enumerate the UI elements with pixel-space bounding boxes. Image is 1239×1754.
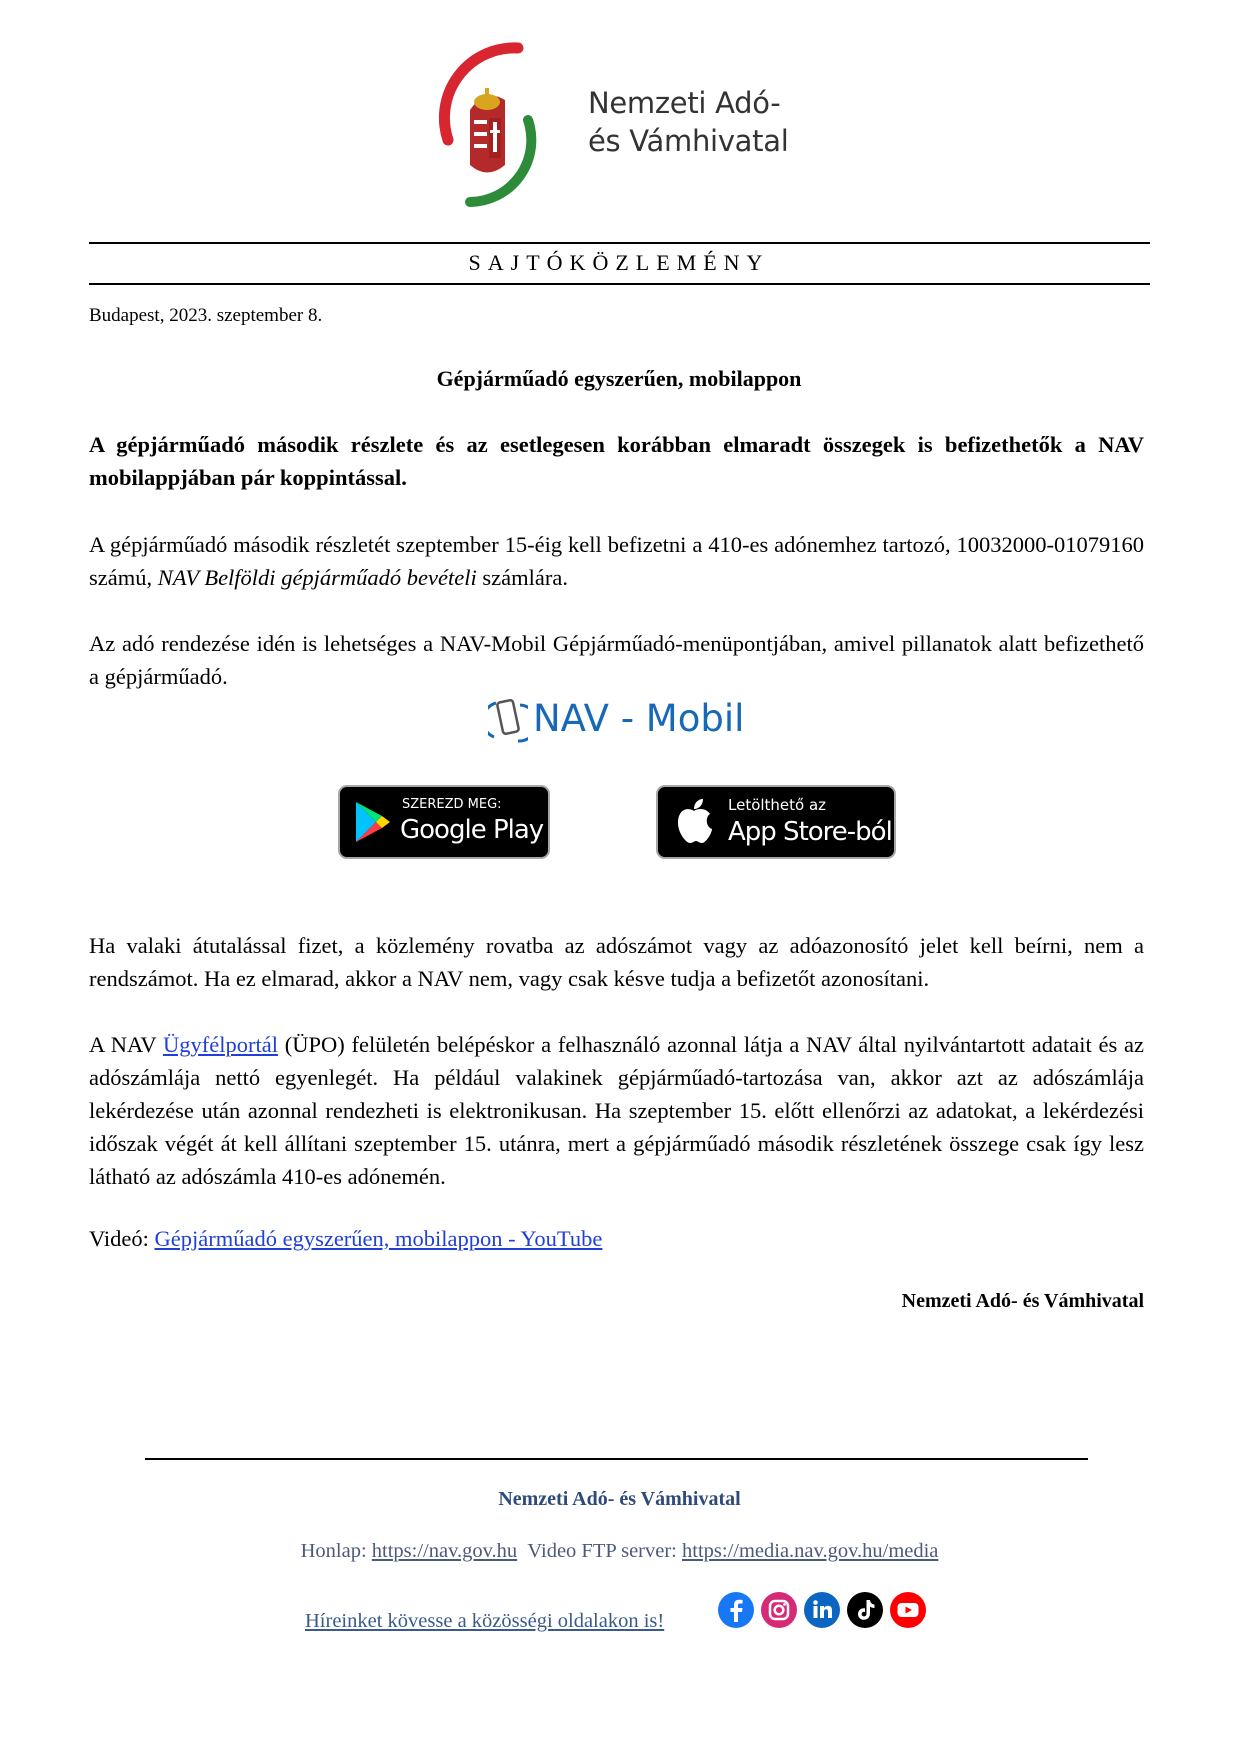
instagram-icon[interactable] (760, 1591, 798, 1629)
nav-logo (430, 40, 810, 215)
homepage-label: Honlap: (300, 1540, 372, 1562)
header-rule-top (89, 242, 1150, 244)
nav-mobil-wordmark: NAV - Mobil (533, 697, 745, 740)
youtube-icon[interactable] (889, 1591, 927, 1629)
logo-wordmark (588, 84, 788, 160)
youtube-video-link[interactable]: Gépjárműadó egyszerűen, mobilappon - YouTube (154, 1226, 603, 1251)
paragraph-4 (89, 1028, 1144, 1193)
crest-emblem-icon (430, 40, 580, 215)
ftp-link[interactable]: https://media.nav.gov.hu/media (682, 1540, 939, 1562)
footer-links (0, 1540, 1239, 1563)
logo-line-1: Nemzeti Adó- (588, 86, 781, 120)
follow-line (305, 1610, 664, 1633)
ugyfelportal-link[interactable]: Ügyfélportál (162, 1032, 278, 1057)
google-play-badge[interactable] (338, 785, 550, 859)
footer-rule (145, 1458, 1088, 1460)
paragraph-2: Az adó rendezése idén is lehetséges a NAV-Mobil Gépjárműadó-menüpontjában, amivel pillanatok alatt befizethető a gépjárműadó. (89, 631, 1144, 689)
paragraph-3: Ha valaki átutalással fizet, a közlemény rovatba az adószámot vagy az adóazonosító jelet kell beírni, nem a rendszámot. Ha ez elmarad, akkor a NAV nem, vagy csak késve tudja a befizetőt azonosítani. (89, 933, 1144, 991)
paragraph-1-text-b: számlára. (476, 565, 568, 590)
app-store-big-label: App Store-ból (728, 817, 892, 847)
logo-line-2: és Vámhivatal (588, 124, 789, 158)
google-play-big-label: Google Play (400, 815, 544, 845)
nav-mobil-logo (488, 695, 758, 751)
app-store-badge[interactable] (656, 785, 896, 859)
release-date: Budapest, 2023. szeptember 8. (89, 305, 323, 326)
linkedin-icon[interactable] (803, 1591, 841, 1629)
facebook-icon[interactable] (717, 1591, 755, 1629)
phone-icon (488, 695, 528, 747)
tiktok-icon[interactable] (846, 1591, 884, 1629)
google-play-icon (352, 800, 392, 844)
signature: Nemzeti Adó- és Vámhivatal (901, 1290, 1144, 1312)
paragraph-4-text-b: (ÜPO) felületén belépéskor a felhasználó azonnal látja a NAV által nyilvántartott adatait és az adószámlája nettó egyenlegét. Ha például valakinek gépjárműadó-tartozása van, akkor azt az adószámlája lekérdezése után azonnal rendezheti is elektronikusan. Ha szeptember 15. előtt ellenőrzi az adatokat, a lekérdezési időszak végét át kell állítani szeptember 15. utánra, mert a gépjárműadó második részletének összege csak így lesz látható az adószámla 410-es adónemén. (89, 1032, 1144, 1189)
header-rule-bottom (89, 283, 1150, 285)
article-title: Gépjárműadó egyszerűen, mobilappon (436, 366, 802, 391)
social-follow-link[interactable]: Híreinket kövesse a közösségi oldalakon is! (305, 1610, 665, 1632)
footer-org-name: Nemzeti Adó- és Vámhivatal (498, 1488, 741, 1510)
video-line (89, 1226, 602, 1252)
press-release-label: SAJTÓKÖZLEMÉNY (468, 250, 770, 275)
paragraph-4-text-a: A NAV (89, 1032, 163, 1057)
lead-paragraph: A gépjárműadó második részlete és az esetlegesen korábban elmaradt összegek is befizethetők a NAV mobilappjában pár koppintással. (89, 432, 1144, 490)
paragraph-1-text-a: A gépjárműadó második részletét szeptember 15-éig kell befizetni a 410-es adónemhez tartozó, 10032000-01079160 számú, (89, 532, 1144, 590)
account-name: NAV Belföldi gépjárműadó bevételi (157, 565, 477, 590)
ftp-label: Video FTP server: (527, 1540, 683, 1562)
apple-icon (674, 797, 714, 845)
google-play-small-label: SZEREZD MEG: (402, 797, 502, 812)
homepage-link[interactable]: https://nav.gov.hu (371, 1540, 518, 1562)
video-label: Videó: (89, 1226, 155, 1251)
app-store-small-label: Letölthető az (728, 796, 827, 814)
paragraph-1 (89, 528, 1144, 594)
